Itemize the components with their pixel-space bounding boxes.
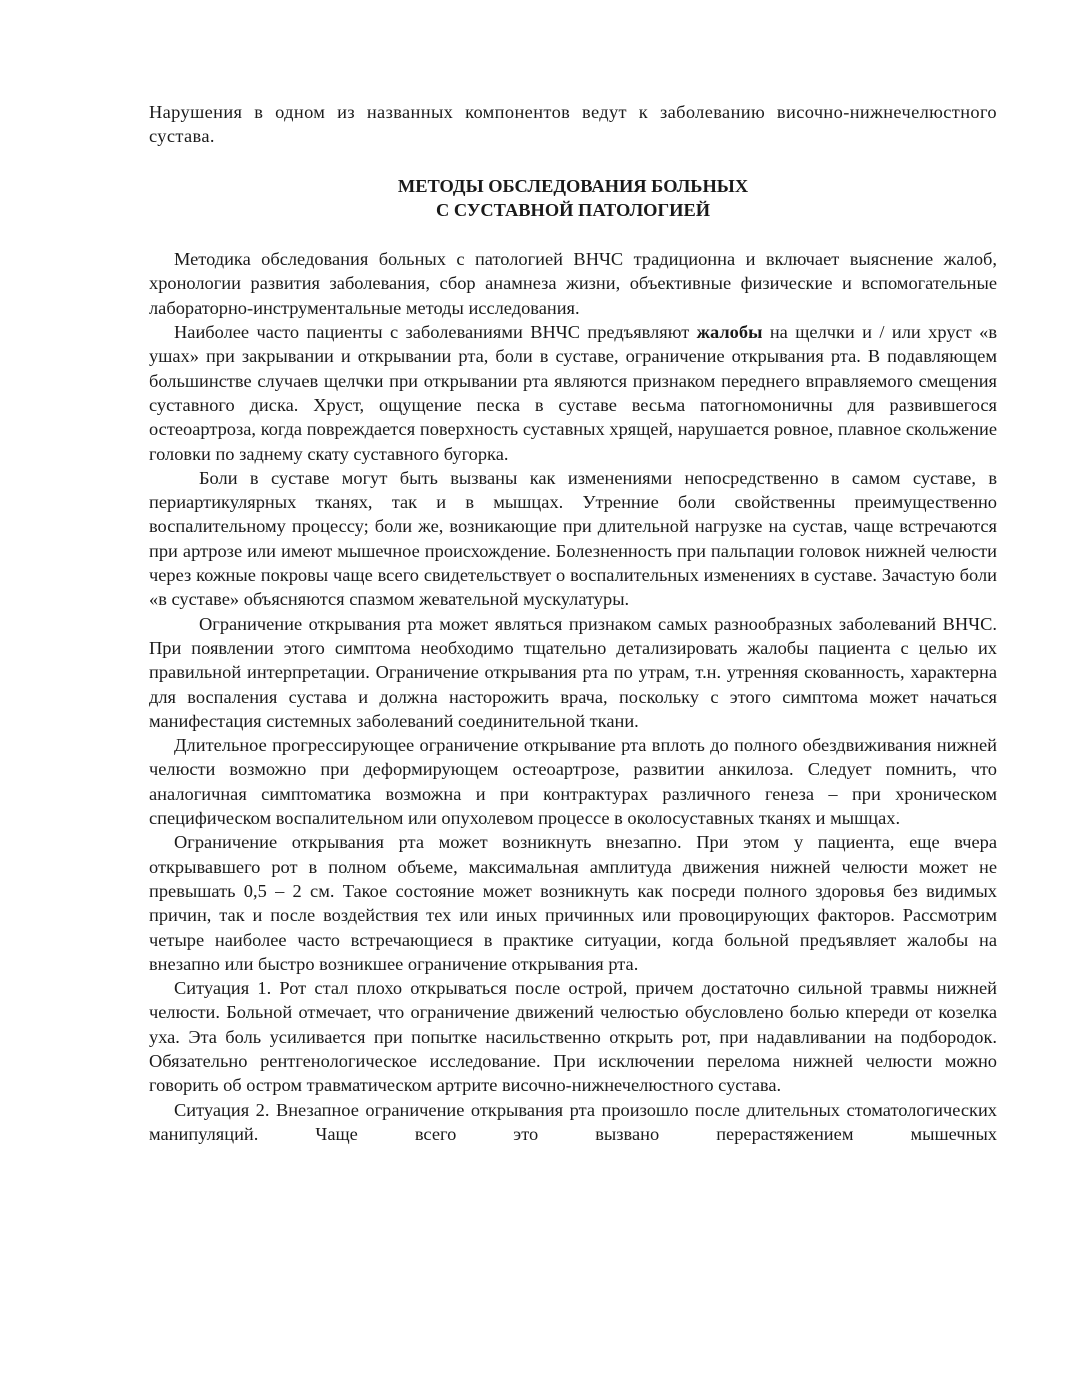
heading-line-1: МЕТОДЫ ОБСЛЕДОВАНИЯ БОЛЬНЫХ <box>397 175 749 196</box>
paragraph-complaints-start: Наиболее часто пациенты с заболеваниями ВНЧС предъявляют <box>174 322 697 343</box>
complaints-bold-term: жалобы <box>696 322 763 343</box>
paragraph-situation-1: Ситуация 1. Рот стал плохо открываться после острой, причем достаточно сильной травмы нижней челюсти. Больной отмечает, что ограничение движений челюстью обусловлено болью кпереди от козелка уха. Эта боль усиливается при попытке насильственно открыть рот, при надавливании на подбородок. Обязательно рентгенологическое исследование. При исключении перелома нижней челюсти можно говорить об остром травматическом артрите височно-нижнечелюстного сустава. <box>149 978 997 1096</box>
document-page <box>149 100 997 1146</box>
heading-line-2: С СУСТАВНОЙ ПАТОЛОГИЕЙ <box>435 199 711 220</box>
paragraph-limitation: Ограничение открывания рта может являться признаком самых разнообразных заболеваний ВНЧС. При появлении этого симптома необходимо тщательно детализировать жалобы пациента с целью их правильной интерпретации. Ограничение открывания рта по утрам, т.н. утренняя скованность, характерна для воспаления сустава и должна насторожить врача, поскольку с этого симптома может начаться манифестация системных заболеваний соединительной ткани. <box>149 613 997 731</box>
paragraph-complaints <box>149 320 997 466</box>
paragraph-progressive-limitation: Длительное прогрессирующее ограничение открывание рта вплоть до полного обездвиживания нижней челюсти возможно при деформирующем остеоартрозе, развитии анкилоза. Следует помнить, что аналогичная симптоматика возможна и при контрактурах различного генеза – при хроническом специфическом воспалительном или опухолевом процессе в околосуставных тканях и мышцах. <box>149 735 997 829</box>
intro-paragraph: Нарушения в одном из названных компонентов ведут к заболеванию височно-нижнечелюстного сустава. <box>149 102 997 147</box>
paragraph-situation-2: Ситуация 2. Внезапное ограничение открывания рта произошло после длительных стоматологических манипуляций. Чаще всего это вызвано перерастяжением мышечных <box>149 1099 997 1144</box>
paragraph-sudden-limitation: Ограничение открывания рта может возникнуть внезапно. При этом у пациента, еще вчера открывавшего рот в полном объеме, максимальная амплитуда движения нижней челюсти может не превышать 0,5 – 2 см. Такое состояние может возникнуть как посреди полного здоровья без видимых причин, так и после воздействия тех или иных причинных или провоцирующих факторов. Рассмотрим четыре наиболее часто встречающиеся в практике ситуации, когда больной предъявляет жалобы на внезапно или быстро возникшее ограничение открывания рта. <box>149 832 997 974</box>
paragraph-complaints-rest: на щелчки и / или хруст «в ушах» при закрывании и открывании рта, боли в суставе, ограничение открывания рта. В подавляющем большинстве случаев щелчки при открывании рта являются признаком переднего вправляемого смещения суставного диска. Хруст, ощущение песка в суставе весьма патогномоничны для развившегося остеоартроза, когда повреждается поверхность суставных хрящей, нарушается ровное, плавное скольжение головки по заднему скату суставного бугорка. <box>149 322 997 464</box>
paragraph-pain: Боли в суставе могут быть вызваны как изменениями непосредственно в самом суставе, в периартикулярных тканях, так и в мышцах. Утренние боли свойственны преимущественно воспалительному процессу; боли же, возникающие при длительной нагрузке на сустав, чаще встречаются при артрозе или имеют мышечное происхождение. Болезненность при пальпации головок нижней челюсти через кожные покровы чаще всего свидетельствует о воспалительных изменениях в суставе. Зачастую боли «в суставе» объясняются спазмом жевательной мускулатуры. <box>149 467 997 610</box>
section-heading <box>149 174 997 223</box>
paragraph-methods: Методика обследования больных с патологией ВНЧС традиционна и включает выяснение жалоб, хронологии развития заболевания, сбор анамнеза жизни, объективные физические и вспомогательные лабораторно-инструментальные методы исследования. <box>149 249 997 318</box>
